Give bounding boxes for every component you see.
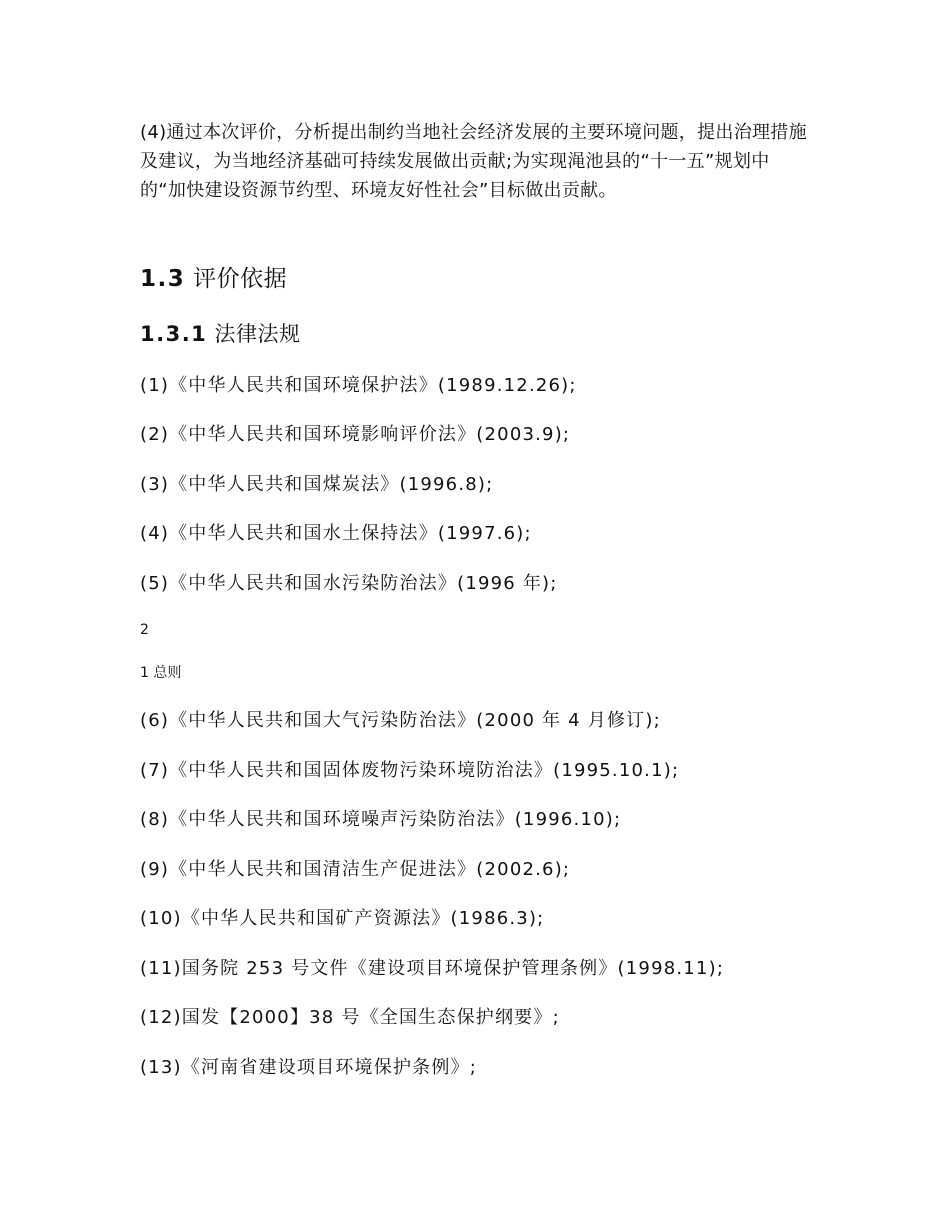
subsection-number: 1.3.1 <box>140 322 208 346</box>
law-item: (3)《中华人民共和国煤炭法》(1996.8); <box>140 474 494 495</box>
section-title: 评价依据 <box>193 266 288 292</box>
running-header: 1 总则 <box>140 665 182 681</box>
section-heading <box>140 264 287 294</box>
law-item: (12)国发【2000】38 号《全国生态保护纲要》; <box>140 1007 560 1028</box>
intro-paragraph: (4)通过本次评价，分析提出制约当地社会经济发展的主要环境问题，提出治理措施及建议，为当地经济基础可持续发展做出贡献;为实现渑池县的“十一五”规划中的“加快建设资源节约型、环境友好性社会”目标做出贡献。 <box>140 122 807 201</box>
law-item: (2)《中华人民共和国环境影响评价法》(2003.9); <box>140 424 571 445</box>
law-item: (6)《中华人民共和国大气污染防治法》(2000 年 4 月修订); <box>140 710 661 731</box>
law-item: (13)《河南省建设项目环境保护条例》; <box>140 1057 478 1078</box>
law-item: (5)《中华人民共和国水污染防治法》(1996 年); <box>140 573 558 594</box>
subsection-title: 法律法规 <box>214 322 301 346</box>
law-item: (7)《中华人民共和国固体废物污染环境防治法》(1995.10.1); <box>140 760 680 781</box>
law-item: (10)《中华人民共和国矿产资源法》(1986.3); <box>140 908 545 929</box>
law-item: (1)《中华人民共和国环境保护法》(1989.12.26); <box>140 375 577 396</box>
law-item: (9)《中华人民共和国清洁生产促进法》(2002.6); <box>140 859 571 880</box>
section-number: 1.3 <box>140 266 186 292</box>
law-item: (8)《中华人民共和国环境噪声污染防治法》(1996.10); <box>140 809 622 830</box>
subsection-heading <box>140 320 300 348</box>
law-item: (4)《中华人民共和国水土保持法》(1997.6); <box>140 523 532 544</box>
page-number: 2 <box>140 622 149 638</box>
law-item: (11)国务院 253 号文件《建设项目环境保护管理条例》(1998.11); <box>140 958 725 979</box>
